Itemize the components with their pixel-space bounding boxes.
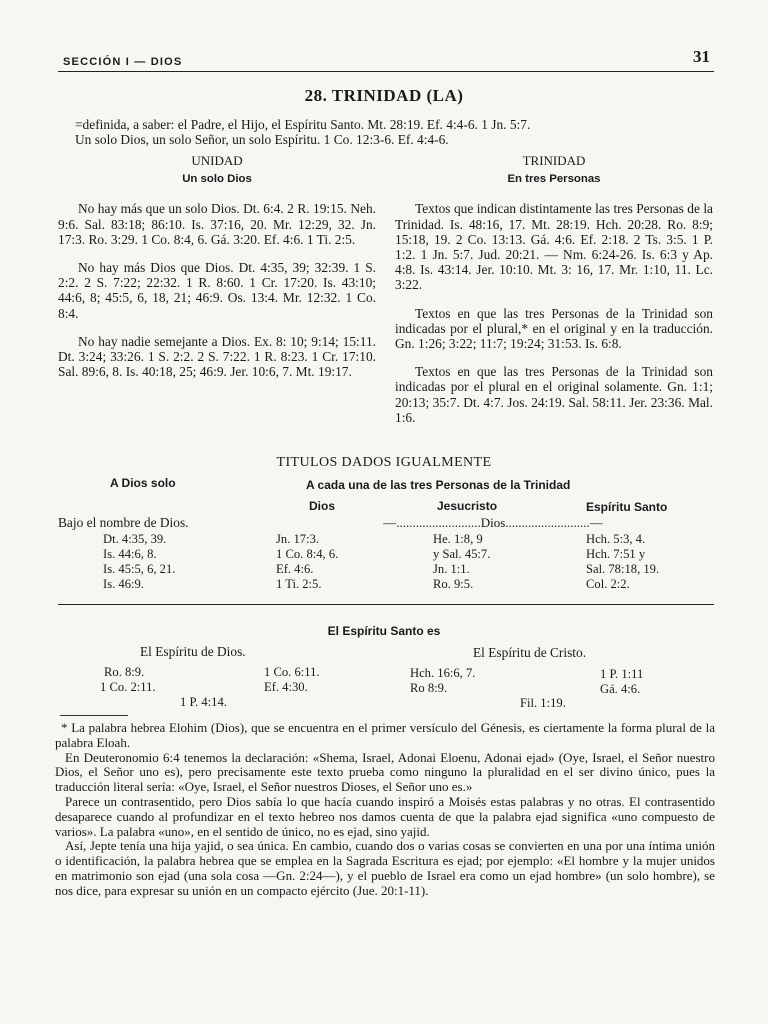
reference: He. 1:8, 9 <box>433 532 483 546</box>
reference: 1 Co. 2:11. <box>100 680 156 694</box>
right-column-heading: TRINIDAD <box>522 153 586 168</box>
footnote-rule <box>60 715 128 716</box>
footnote <box>55 721 715 899</box>
section-divider <box>58 604 714 605</box>
footnote-paragraph: En Deuteronomio 6:4 tenemos la declaración: «Shema, Israel, Adonai Eloenu, Adonai ejad» (Oye, Israel, el Señor nuestro Dios, el Señor uno es), pero precisamente este texto prueba como ninguno la pluralidad en el ser divino único, pues la traducción literal sería: «Oye, Israel, el Señor nuestros Dioses, el Señor uno es.» <box>55 749 715 795</box>
reference: Hch. 16:6, 7. <box>410 666 476 680</box>
left-column <box>58 153 376 392</box>
right-column <box>395 153 713 438</box>
spirit-heading: El Espíritu Santo es <box>327 624 441 638</box>
reference: 1 Co. 8:4, 6. <box>276 547 339 561</box>
reference: Ro. 9:5. <box>433 577 474 591</box>
page-number: 31 <box>693 47 710 66</box>
reference: Is. 45:5, 6, 21. <box>103 562 176 576</box>
reference: Is. 44:6, 8. <box>103 547 157 561</box>
left-column-subheading: Un solo Dios <box>182 173 252 186</box>
paragraph: No hay más que un solo Dios. Dt. 6:4. 2 R. 19:15. Neh. 9:6. Sal. 83:18; 86:10. Is. 37:16, 20. Mr. 12:29, 32. Jn. 17:3. Ro. 3:29. 1 Co. 8:4, 6. Gá. 3:20. Ef. 4:6. 1 Ti. 2:5. <box>58 201 376 247</box>
right-column-subheading: En tres Personas <box>507 173 601 186</box>
dios-dots-line: —..........................Dios..........................— <box>383 515 603 530</box>
refs-column-dios <box>276 532 338 592</box>
header-rule <box>58 71 714 72</box>
right-column-text <box>395 201 713 425</box>
footnote-paragraph: Parece un contrasentido, pero Dios sabía lo que hacía cuando inspiró a Moisés estas palabras y no otras. El contrasentido desaparece cuando al profundizar en el texto hebreo nos damos cuenta de que la palabra ejad significa «uno compuesto de varios». La palabra «uno», en el sentido de único, no es ejad, sino yajid. <box>55 793 715 839</box>
left-column-text <box>58 201 376 379</box>
reference: Ef. 4:30. <box>264 680 308 694</box>
footnote-paragraph: * La palabra hebrea Elohim (Dios), que se encuentra en el primer versículo del Génesis, es ciertamente la forma plural de la palabra Eloah. <box>55 720 715 750</box>
definition <box>75 117 715 147</box>
col-heading-dios: Dios <box>309 499 336 513</box>
refs-column-espiritu-santo <box>586 532 659 592</box>
reference: Hch. 5:3, 4. <box>586 532 646 546</box>
reference: y Sal. 45:7. <box>433 547 491 561</box>
reference: Fil. 1:19. <box>520 696 566 710</box>
reference: Hch. 7:51 y <box>586 547 646 561</box>
refs-column-dios-solo <box>103 532 175 592</box>
definition-line: =definida, a saber: el Padre, el Hijo, el Espíritu Santo. Mt. 28:19. Ef. 4:4-6. 1 Jn. 5:7. <box>75 117 531 132</box>
refs-column-jesucristo <box>433 532 490 592</box>
label-tres-personas: A cada una de las tres Personas de la Trinidad <box>306 478 571 492</box>
paragraph: Textos en que las tres Personas de la Trinidad son indicadas por el plural en el original solamente. Gn. 1:1; 20:13; 35:7. Dt. 4:7. Jos. 24:19. Sal. 58:11. Jer. 23:36. Mal. 1:6. <box>395 364 713 425</box>
section-header: SECCIÓN I — DIOS <box>63 56 183 68</box>
paragraph: No hay nadie semejante a Dios. Ex. 8: 10; 9:14; 15:11. Dt. 3:24; 33:26. 1 S. 2:2. 2 S. 7:22. 1 R. 8:23. 1 Cr. 17:10. Sal. 89:6, 8. Is. 40:18, 25; 46:9. Jer. 10:6, 7. Mt. 19:17. <box>58 333 376 380</box>
reference: Jn. 17:3. <box>276 532 320 546</box>
reference: Ro 8:9. <box>410 681 448 695</box>
reference: Col. 2:2. <box>586 577 630 591</box>
reference: 1 Co. 6:11. <box>264 665 320 679</box>
reference: Is. 46:9. <box>103 577 144 591</box>
row-label-bajo-nombre: Bajo el nombre de Dios. <box>58 515 189 530</box>
spirit-of-god-title: El Espíritu de Dios. <box>140 644 246 659</box>
reference: Ro. 8:9. <box>104 665 145 679</box>
reference: Gá. 4:6. <box>600 682 641 696</box>
reference: Dt. 4:35, 39. <box>103 532 167 546</box>
titles-heading: TITULOS DADOS IGUALMENTE <box>276 455 492 470</box>
reference: Sal. 78:18, 19. <box>586 562 660 576</box>
reference: 1 Ti. 2:5. <box>276 577 322 591</box>
reference: 1 P. 4:14. <box>180 695 227 709</box>
col-heading-espiritu-santo: Espíritu Santo <box>586 500 668 514</box>
left-column-heading: UNIDAD <box>191 153 243 168</box>
footnote-paragraph: Así, Jepte tenía una hija yajid, o sea única. En cambio, cuando dos o varias cosas se convierten en una por una íntima unión o identificación, la palabra hebrea que se emplea en la Sagrada Escritura es ejad; por ejemplo: «El hombre y la mujer unidos en matrimonio son ejad (una sola cosa —Gn. 2:24—), y el pueblo de Israel era como un ejad hombre» (un solo hombre), se nos dice, para expresar su unión en un compacto ejército (Jue. 20:1-11). <box>55 838 715 898</box>
reference: 1 P. 1:11 <box>600 667 644 681</box>
col-heading-jesucristo: Jesucristo <box>437 499 498 513</box>
label-a-dios-solo: A Dios solo <box>110 476 176 490</box>
paragraph: Textos que indican distintamente las tres Personas de la Trinidad. Is. 48:16, 17. Mt. 28:19. Hch. 20:28. Ro. 8:9; 15:18, 19. 2 Co. 13:13. Gá. 4:6. Ef. 2:18. 2 Ts. 3:5. 1 P. 1:2. 1 Jn. 5:7. Jud. 20:21. — Nm. 6:24-26. Is. 6:3 y Ap. 4:8. Is. 43:14. Jer. 10:10. Mt. 3: 16, 17. Mr. 1:10, 11. Lc. 3:22. <box>395 201 713 293</box>
page-title: 28. TRINIDAD (LA) <box>304 86 464 105</box>
paragraph: No hay más Dios que Dios. Dt. 4:35, 39; 32:39. 1 S. 2:2. 2 S. 7:22; 22:32. 1 R. 8:60. 1 Cr. 17:20. Is. 43:10; 44:6, 8; 45:5, 6, 18, 21; 46:9. Os. 13:4. Mr. 12:32. 1 Co. 8:4. <box>58 260 376 321</box>
definition-line: Un solo Dios, un solo Señor, un solo Espíritu. 1 Co. 12:3-6. Ef. 4:4-6. <box>75 132 449 148</box>
reference: Jn. 1:1. <box>433 562 470 576</box>
reference: Ef. 4:6. <box>276 562 314 576</box>
spirit-of-christ-title: El Espíritu de Cristo. <box>473 645 587 660</box>
paragraph: Textos en que las tres Personas de la Trinidad son indicadas por el plural,* en el original y en la traducción. Gn. 1:26; 3:22; 11:7; 19:24; 31:53. Is. 6:8. <box>395 305 713 352</box>
